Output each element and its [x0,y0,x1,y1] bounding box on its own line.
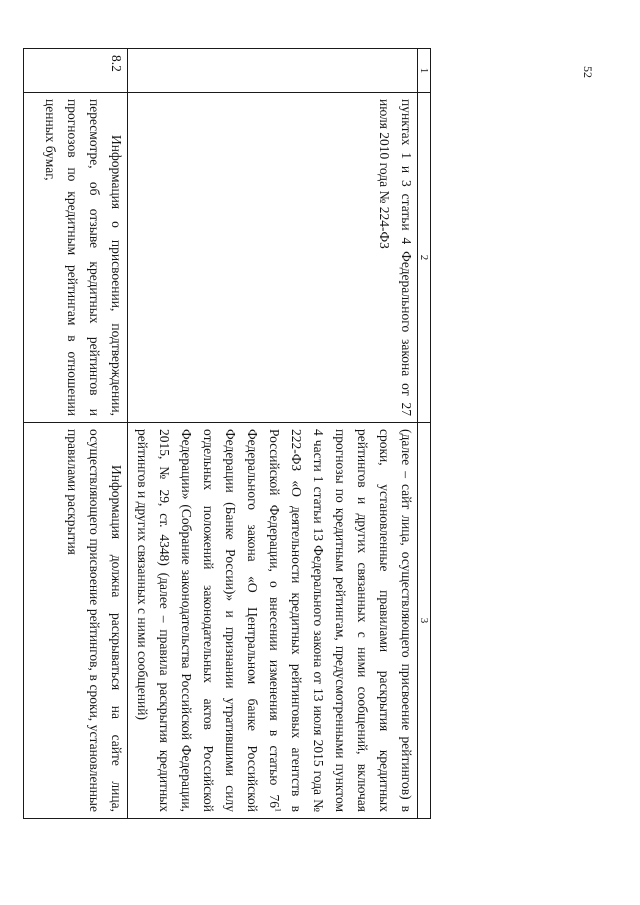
table-row [128,49,418,819]
info-type-cell: пунктах 1 и 3 статьи 4 Федерального закона от 27 июля 2010 года № 224-ФЗ [128,93,418,423]
disclosure-rule-text: (далее – сайт лица, осуществляющего присвоение рейтингов) в сроки, установленные правилами раскрытия кредитных рейтингов и других связанных с ними сообщений, включая прогнозы по кредитным рейтингам, предусмотренными пунктом 4 части 1 статьи 13 Федерального закона от 13 июля 2015 года № 222-ФЗ «О деятельности кредитных рейтинговых агентств в Российской Федерации, о внесении изменения в статью 76 [267,429,414,812]
row-number-cell: 8.2 [24,49,128,93]
header-cell-3: 3 [418,423,431,819]
document-table [23,48,431,819]
rotated-table-container [23,48,431,818]
disclosure-rule-cell: Информация должна раскрываться на сайте лица, осуществляющего присвоение рейтингов, в сроки, установленные правилами раскрытия [24,423,128,819]
disclosure-rule-text-continued: Федерального закона «О Центральном банке Российской Федерации (Банке России)» и признании утратившими силу отдельных положений законодательных актов Российской Федерации» (Собрание законодательства Российской Федерации, 2015, № 29, ст. 4348) (далее – правила раскрытия кредитных рейтингов и других связанных с ними сообщений) [135,429,260,812]
article-superscript: 1 [273,808,283,812]
header-cell-2: 2 [418,93,431,423]
row-number-cell [128,49,418,93]
table-header-row [418,49,431,819]
page-number: 52 [581,66,595,78]
header-cell-1: 1 [418,49,431,93]
info-type-cell: Информация о присвоении, подтверждении, пересмотре, об отзыве кредитных рейтингов и прогнозов по кредитным рейтингам в отношении ценных бумаг, [24,93,128,423]
disclosure-rule-cell [128,423,418,819]
table-row [24,49,128,819]
